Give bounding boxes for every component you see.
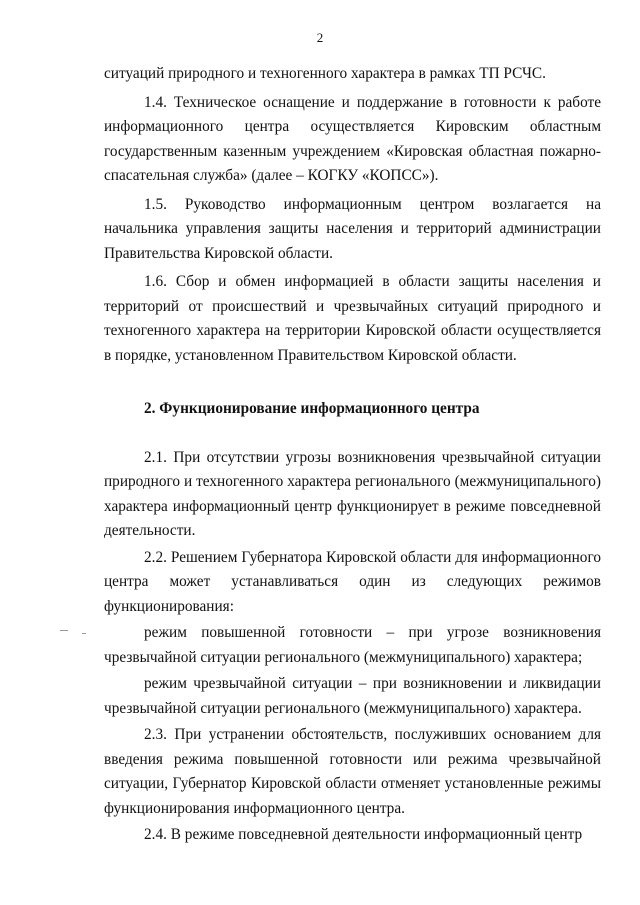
- paragraph-2-2-mode-emergency: режим чрезвычайной ситуации – при возникновении и ликвидации чрезвычайной ситуации регионального (межмуниципального) характера.: [104, 675, 601, 717]
- scan-mark: [60, 630, 68, 631]
- scan-mark: [82, 633, 86, 634]
- paragraph-2-3: 2.3. При устранении обстоятельств, послуживших основанием для введения режима повышенной готовности или режима чрезвычайной ситуации, Губернатор Кировской области отменяет установленные режимы функционирования информационного центра.: [104, 726, 601, 817]
- paragraph-1-6: 1.6. Сбор и обмен информацией в области защиты населения и территорий от происшествий и чрезвычайных ситуаций природного и техногенного характера на территории Кировской области осуществляется в порядке, установленном Правительством Кировской области.: [104, 273, 601, 364]
- paragraph-continuation: ситуаций природного и техногенного характера в рамках ТП РСЧС.: [104, 65, 546, 82]
- paragraph-2-1: 2.1. При отсутствии угрозы возникновения чрезвычайной ситуации природного и техногенного характера регионального (межмуниципального) характера информационный центр функционирует в режиме повседневной деятельности.: [104, 448, 601, 539]
- page-number: 2: [316, 30, 324, 45]
- paragraph-1-4: 1.4. Техническое оснащение и поддержание в готовности к работе информационного центра осуществляется Кировским областным государственным казенным учреждением «Кировская областная пожарно-спасательная служба» (далее – КОГКУ «КОПСС»).: [104, 93, 601, 184]
- document-body: [104, 62, 601, 848]
- section-heading-2: 2. Функционирование информационного центра: [144, 400, 480, 417]
- paragraph-2-2-mode-high-readiness: режим повышенной готовности – при угрозе возникновения чрезвычайной ситуации регионального (межмуниципального) характера;: [104, 624, 601, 666]
- paragraph-2-2: 2.2. Решением Губернатора Кировской области для информационного центра может устанавливаться один из следующих режимов функционирования:: [104, 548, 601, 615]
- paragraph-1-5: 1.5. Руководство информационным центром возлагается на начальника управления защиты населения и территорий администрации Правительства Кировской области.: [104, 195, 601, 262]
- paragraph-2-4: 2.4. В режиме повседневной деятельности информационный центр: [144, 826, 583, 843]
